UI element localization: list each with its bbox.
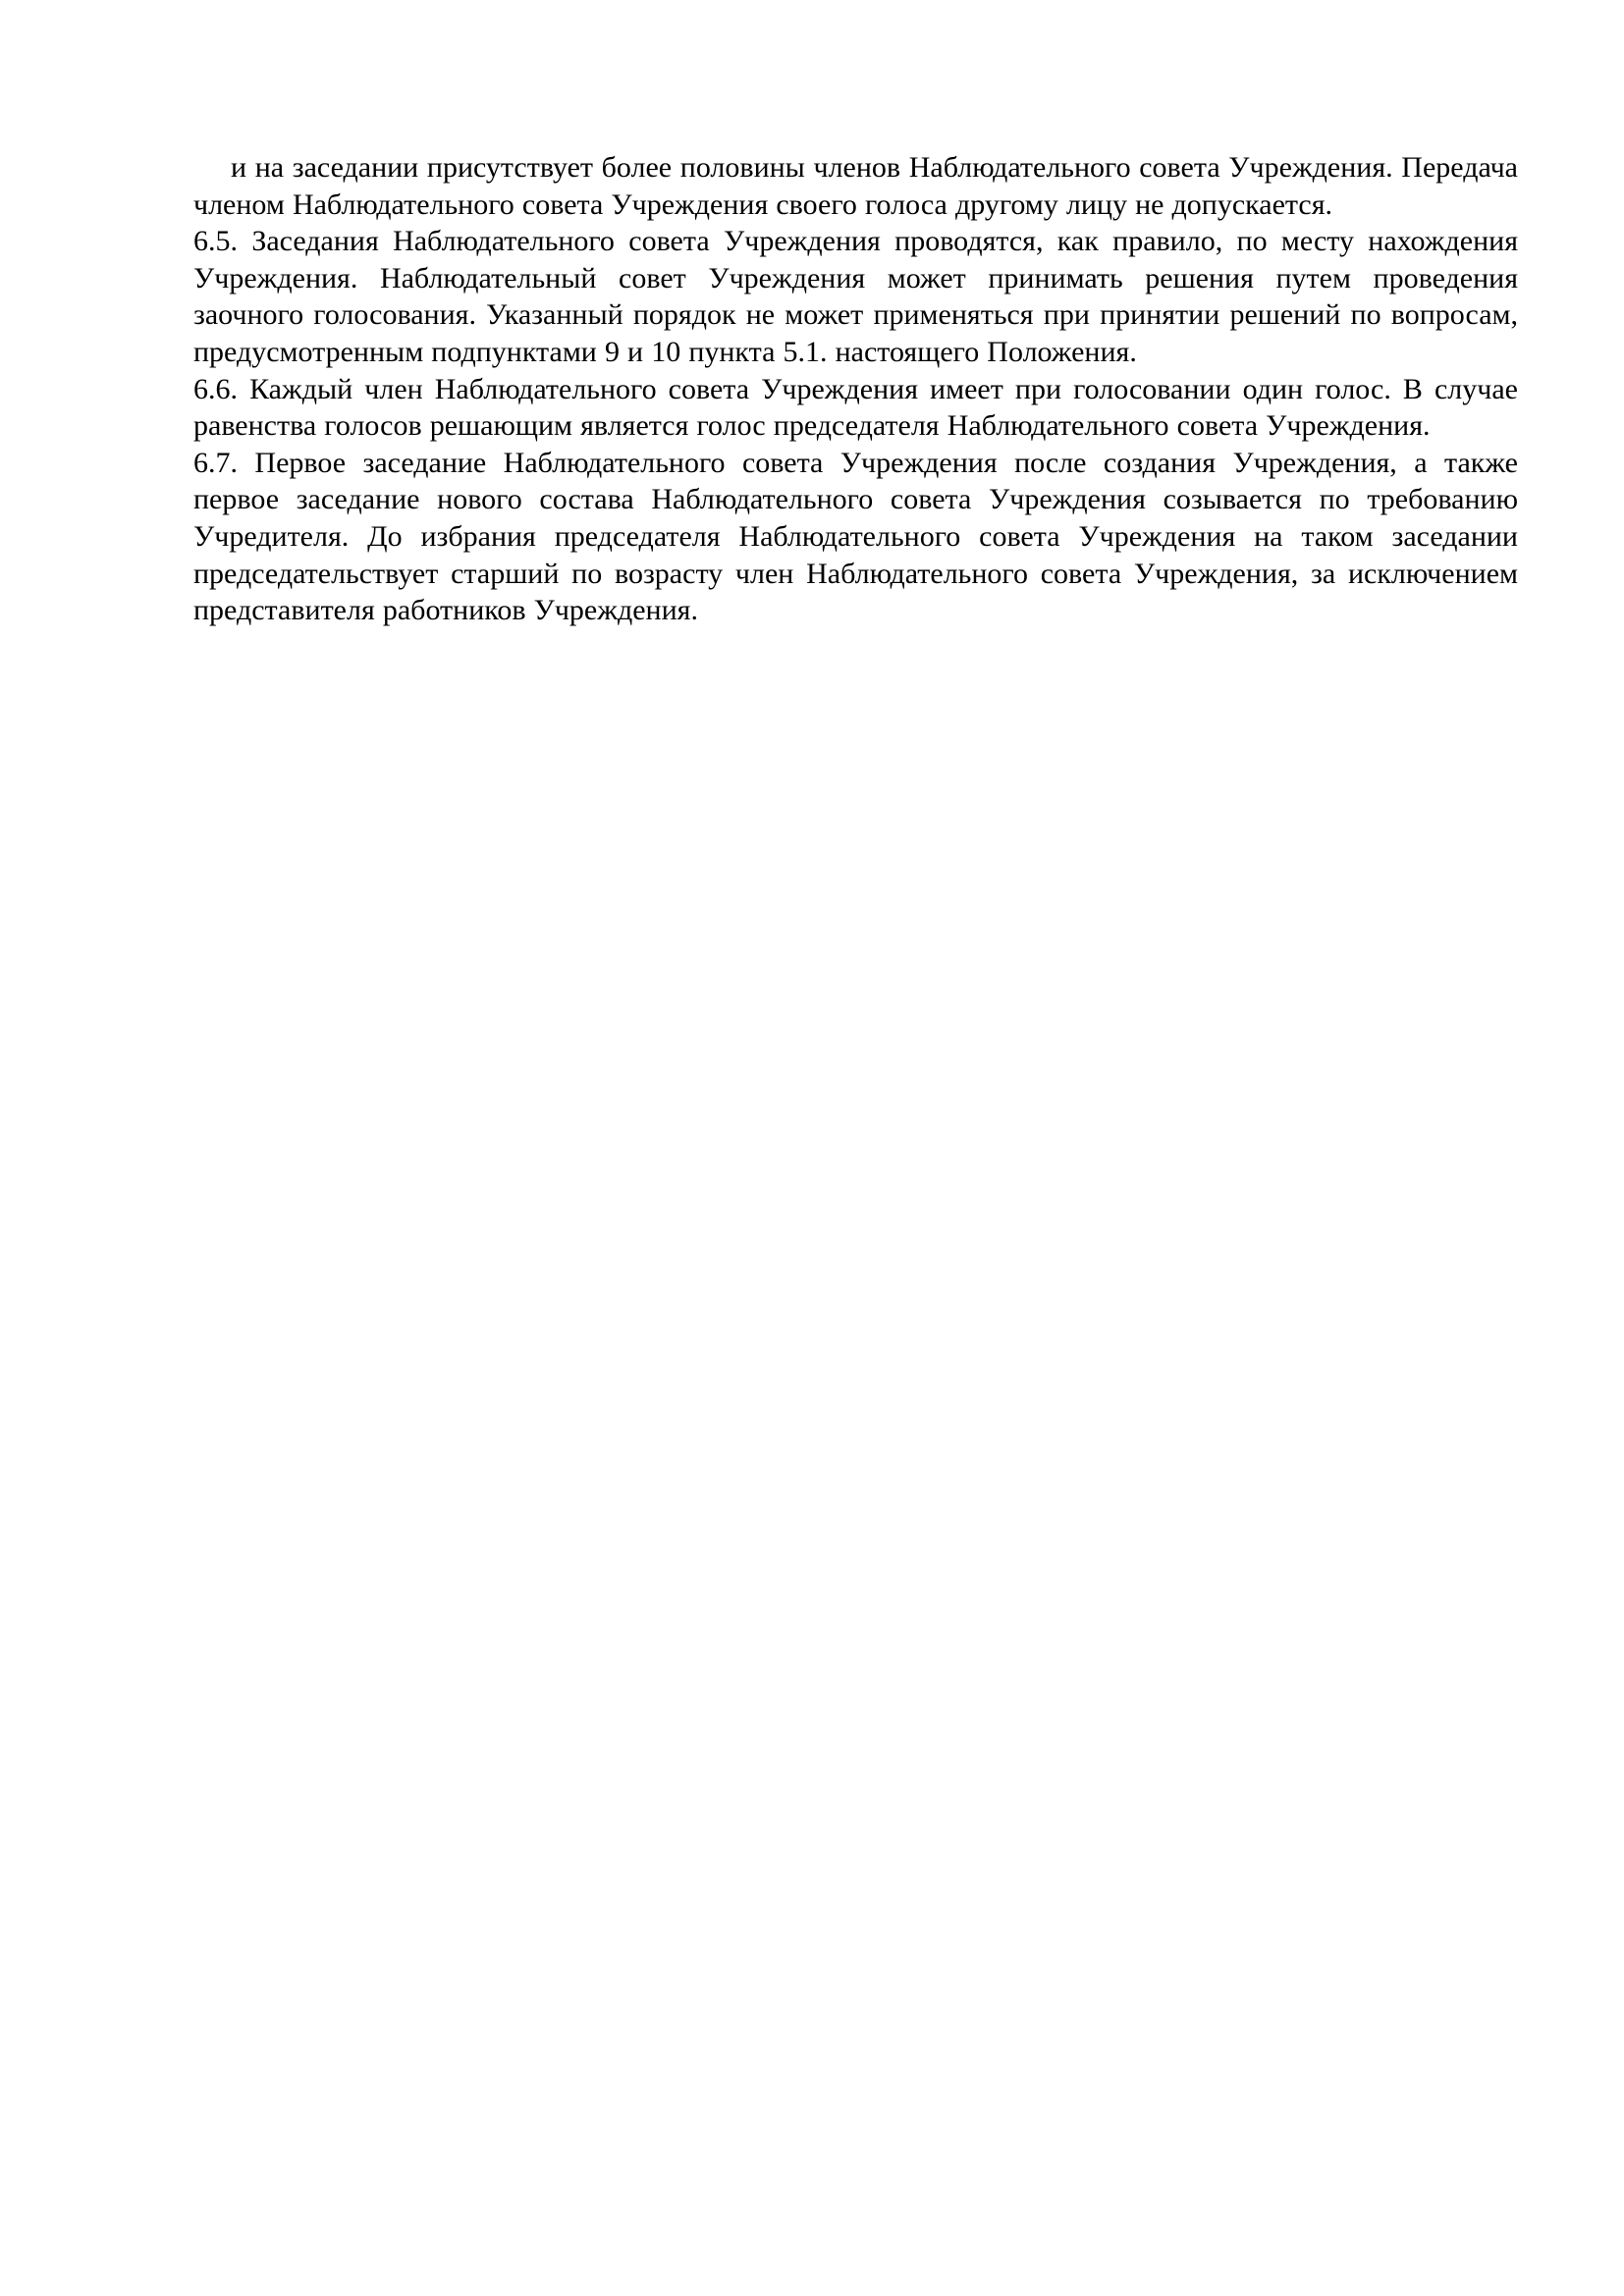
paragraph-section-6-7: 6.7. Первое заседание Наблюдательного совета Учреждения после создания Учреждения, а также первое заседание нового состава Наблюдательного совета Учреждения созывается по требованию Учредителя. До избрания председателя Наблюдательного совета Учреждения на таком заседании председательствует старший по возрасту член Наблюдательного совета Учреждения, за исключением представителя работников Учреждения.: [193, 446, 1518, 627]
paragraph-continuation: и на заседании присутствует более половины членов Наблюдательного совета Учреждения. Передача членом Наблюдательного совета Учреждения своего голоса другому лицу не допускается.: [193, 151, 1518, 221]
paragraph-section-6-5: 6.5. Заседания Наблюдательного совета Учреждения проводятся, как правило, по месту нахождения Учреждения. Наблюдательный совет Учреждения может принимать решения путем проведения заочного голосования. Указанный порядок не может применяться при принятии решений по вопросам, предусмотренным подпунктами 9 и 10 пункта 5.1. настоящего Положения.: [193, 225, 1518, 368]
paragraph-section-6-6: 6.6. Каждый член Наблюдательного совета Учреждения имеет при голосовании один голос. В случае равенства голосов решающим является голос председателя Наблюдательного совета Учреждения.: [193, 372, 1518, 443]
document-text-block: [193, 149, 1518, 629]
